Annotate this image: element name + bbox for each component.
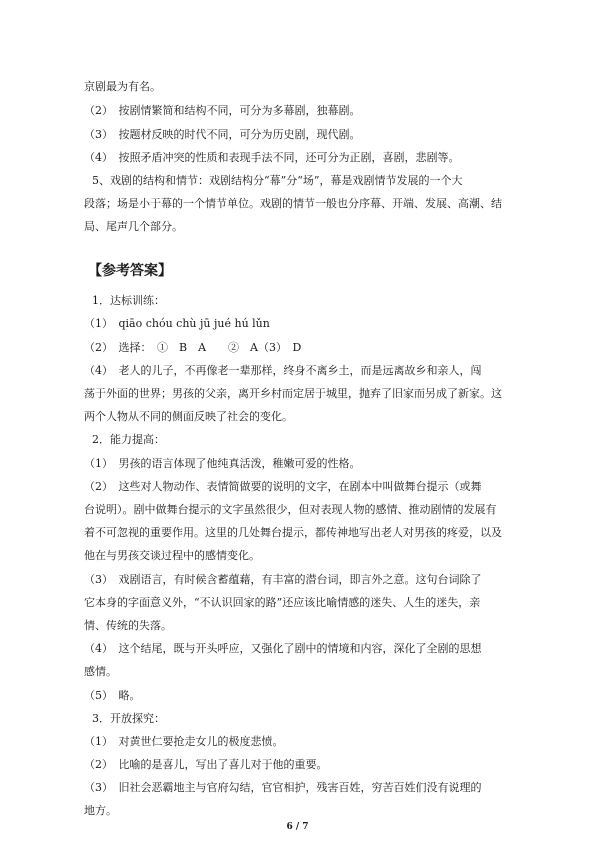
text-line: （3） 按题材反映的时代不同，可分为历史剧，现代剧。 <box>84 128 361 141</box>
text-line: （2） 比喻的是喜儿，写出了喜儿对于他的重要。 <box>84 758 328 771</box>
text-line: （2） 这些对人物动作、表情简做要的说明的文字，在剧本中叫做舞台提示（或舞 <box>84 480 482 493</box>
text-line: 两个人物从不同的侧面反映了社会的变化。 <box>84 410 293 423</box>
text-line: （2） 选择： ① B A ② A（3） D <box>84 341 302 354</box>
text-line: （3） 旧社会恶霸地主与官府勾结，官官相护，残害百姓，穷苦百姓们没有说理的 <box>84 781 482 794</box>
text-line: 3．开放探究： <box>92 712 165 725</box>
text-line: 局、尾声几个部分。 <box>84 220 183 233</box>
text-line: 情、传统的失落。 <box>84 619 172 632</box>
text-line: （4） 老人的儿子，不再像老一辈那样，终身不离乡土，而是远离故乡和亲人，闯 <box>84 364 482 377</box>
page-number: 6 / 7 <box>286 822 309 832</box>
text-line: （1） 对黄世仁要抢走女儿的极度悲愤。 <box>84 735 284 748</box>
text-line: 着不可忽视的重要作用。这里的几处舞台提示，都传神地写出老人对男孩的疼爱，以及 <box>84 526 502 539</box>
text-line: 1．达标训练： <box>92 294 165 307</box>
text-line: （1） 男孩的语言体现了他纯真活泼，稚嫩可爱的性格。 <box>84 457 361 470</box>
text-line: （2） 按剧情繁简和结构不同，可分为多幕剧，独幕剧。 <box>84 104 361 117</box>
text-line: 他在与男孩交谈过程中的感情变化。 <box>84 549 260 562</box>
text-line: 荡于外面的世界；男孩的父亲，离开乡村而定居于城里，抛弃了旧家而另成了新家。这 <box>84 387 502 400</box>
text-line: 感情。 <box>84 665 117 678</box>
text-line: 地方。 <box>84 804 117 817</box>
text-line: （1） qiāo chóu chù jū jué hú lǔn <box>84 317 270 330</box>
text-line: 段落；场是小于幕的一个情节单位。戏剧的情节一般也分序幕、开端、发展、高潮、结 <box>84 197 502 210</box>
text-line: 京剧最为有名。 <box>84 80 161 93</box>
text-line: （3） 戏剧语言，有时候含蓄蕴藉，有丰富的潜台词，即言外之意。这句台词除了 <box>84 573 482 586</box>
text-line: （5） 略。 <box>84 689 141 702</box>
text-line: （4） 这个结尾，既与开头呼应，又强化了剧中的情境和内容，深化了全剧的思想 <box>84 642 482 655</box>
text-line: 台说明）。剧中做舞台提示的文字虽然很少，但对表现人物的感情、推动剧情的发展有 <box>84 503 497 516</box>
section-heading: 【参考答案】 <box>88 263 172 279</box>
text-line: 2．能力提高： <box>92 433 165 446</box>
text-line: 它本身的字面意义外，“不认识回家的路”还应该比喻情感的迷失、人生的迷失，亲 <box>84 596 481 609</box>
text-line: 5、戏剧的结构和情节：戏剧结构分“幕”分“场”，幕是戏剧情节发展的一个大 <box>92 174 463 187</box>
text-line: （4） 按照矛盾冲突的性质和表现手法不同，还可分为正剧，喜剧，悲剧等。 <box>84 151 460 164</box>
